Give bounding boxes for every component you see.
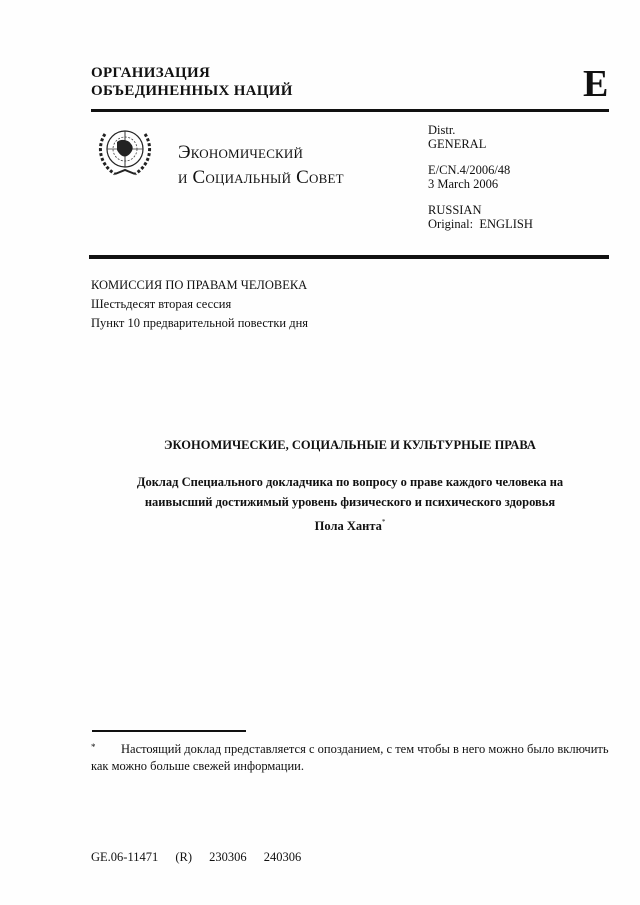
organization-line-1: ОРГАНИЗАЦИЯ [91,65,211,81]
organization-line-2: ОБЪЕДИНЕННЫХ НАЦИЙ [91,83,293,99]
footnote-rule [92,730,246,732]
section-heading: ЭКОНОМИЧЕСКИЕ, СОЦИАЛЬНЫЕ И КУЛЬТУРНЫЕ ПРАВА [164,438,536,452]
document-symbol: E/CN.4/2006/48 [428,163,511,177]
document-language: RUSSIAN [428,203,482,217]
footnote [91,739,609,775]
job-code: GE.06-11471 [91,850,159,864]
report-author [91,512,609,536]
job-language: (R) [175,850,193,864]
original-language: Original: ENGLISH [428,217,533,231]
title-block [91,437,609,536]
council-line-1: Экономический [178,142,304,163]
job-number [91,850,315,864]
distr-value: GENERAL [428,137,487,151]
commission-name: КОМИССИЯ ПО ПРАВАМ ЧЕЛОВЕКА [91,278,308,292]
agenda-item: Пункт 10 предварительной повестки дня [91,316,309,330]
header-rule-bottom [89,255,609,259]
un-emblem-icon [95,124,155,178]
footnote-mark: * [91,742,96,752]
footnote-text: Настоящий доклад представляется с опозданием, с тем чтобы в него можно было включить как можно больше свежей информации. [91,742,609,773]
council-line-2: и Социальный Совет [178,167,344,188]
language-letter: E [583,63,609,105]
report-title-line-2: наивысший достижимый уровень физического и психического здоровья [144,495,556,509]
document-meta [428,123,533,231]
header-rule-top [91,109,609,112]
session-name: Шестьдесят вторая сессия [91,297,232,311]
distr-label: Distr. [428,123,456,137]
document-date: 3 March 2006 [428,177,499,191]
footnote-reference[interactable]: * [381,518,386,526]
job-date-2: 240306 [263,850,302,864]
job-date-1: 230306 [209,850,247,864]
report-title-line-1: Доклад Специального докладчика по вопросу о праве каждого человека на [136,475,564,489]
commission-block [91,276,308,333]
organization-name [91,64,293,100]
council-name [178,140,344,190]
author-name: Пола Ханта [314,519,382,533]
